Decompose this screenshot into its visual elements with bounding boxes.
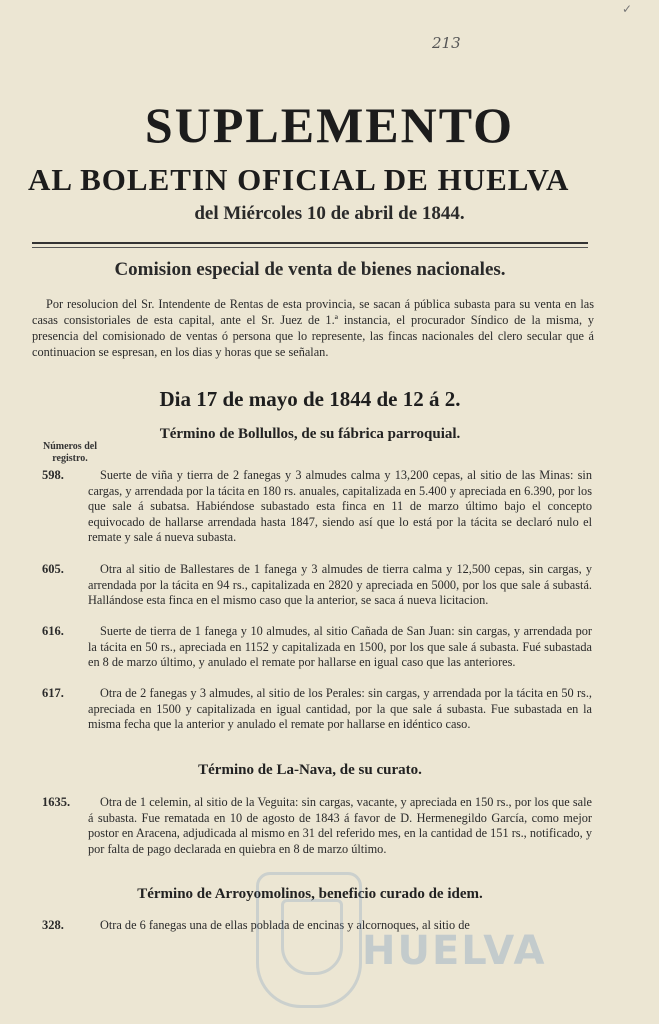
entry-616 [30,624,592,671]
commission-title: Comision especial de venta de bienes nacionales. [114,259,506,280]
folio-number: 213 [432,34,461,52]
entry-number: 328. [42,918,64,932]
entry-number: 616. [42,624,64,638]
entry-text: Otra de 1 celemin, al sitio de la Veguita: sin cargas, vacante, y apreciada en 150 rs., por los que sale á subasta. Fue rematada en 10 de agosto de 1843 á favor de D. Hermenegildo García, como mejor postor en Aracena, adjudicada al mismo en 31 del referido mes, en la cantidad de 151 rs., notificado, y por falta de pago declarada en quiebra en 8 de marzo último. [88,795,592,856]
archive-seal-inner [281,899,343,975]
header-divider [32,242,588,244]
section-heading-la-nava: Término de La-Nava, de su curato. [198,762,422,778]
auction-day-heading: Dia 17 de mayo de 1844 de 12 á 2. [159,387,461,411]
issue-date: del Miércoles 10 de abril de 1844. [194,203,465,224]
archive-watermark: HUELVA [362,928,547,974]
entry-text: Suerte de viña y tierra de 2 fanegas y 3 almudes calma y 13,200 cepas, al sitio de las Minas: sin cargas, y arrendada por la tácita en 180 rs. anuales, capitalizada en 5.400 y apreciada en 6.390, por los que sale á subatsa. Habiéndose subastado esta finca en 11 de marzo último bajo el concepto equivocado de hallarse arrendada hasta 1847, siendo así que lo está por la tácita se declaró nulo el remate y sale á nueva subasta. [88,468,592,545]
document-title: SUPLEMENTO [144,97,515,153]
register-numbers-label: Números del registro. [43,441,97,464]
entry-number: 605. [42,562,64,576]
corner-mark: ✓ [622,2,633,16]
entry-text: Otra de 2 fanegas y 3 almudes, al sitio de los Perales: sin cargas, y arrendada por la tácita en 50 rs., apreciada en 1500 y capitalizada en igual cantidad, por la que sale á subasta. Fue subastada en la misma fecha que la anterior y anulado el remate por hallarse en idéntico caso. [88,686,592,732]
entry-number: 1635. [42,795,71,809]
header-divider-thin [32,247,588,248]
section-heading-bollullos: Término de Bollullos, de su fábrica parroquial. [159,426,461,442]
entry-605 [30,562,592,609]
entry-598 [30,468,592,546]
entry-number: 617. [42,686,64,700]
entry-text: Suerte de tierra de 1 fanega y 10 almudes, al sitio Cañada de San Juan: sin cargas, y arrendada por la tácita en 50 rs., apreciada en 1152 y capitalizada en 1500, por los que sale á subasta. Fué subastada en 8 de marzo último, y anulado el remate por hallarse en igual caso que las anteriores. [88,624,592,670]
entry-617 [30,686,592,733]
archive-seal-icon [256,872,362,1008]
entry-1635 [30,795,592,857]
document-subtitle: AL BOLETIN OFICIAL DE HUELVA [28,162,570,197]
intro-paragraph: Por resolucion del Sr. Intendente de Rentas de esta provincia, se sacan á pública subasta para su venta en las casas consistoriales de esta capital, ante el Sr. Juez de 1.ª instancia, el procurador Síndico de la misma, y presencia del comisionado de ventas ó persona que lo represente, las fincas nacionales del clero secular que á continuacion se espresan, en los dias y horas que se señalan. [32,297,594,359]
entry-text: Otra de 6 fanegas una de ellas poblada de encinas y alcornoques, al sitio de [100,918,470,932]
section-heading-arroyomolinos: Término de Arroyomolinos, beneficio curado de idem. [137,886,483,902]
entry-number: 598. [42,468,64,482]
entry-text: Otra al sitio de Ballestares de 1 fanega y 3 almudes de tierra calma y 12,500 cepas, sin cargas, y arrendada por la tácita en 94 rs., capitalizada en 2820 y apreciada en 5000, por los que sale á subastá. Hallándose esta finca en el mismo caso que la anterior, se saca á nueva licitacion. [88,562,592,608]
